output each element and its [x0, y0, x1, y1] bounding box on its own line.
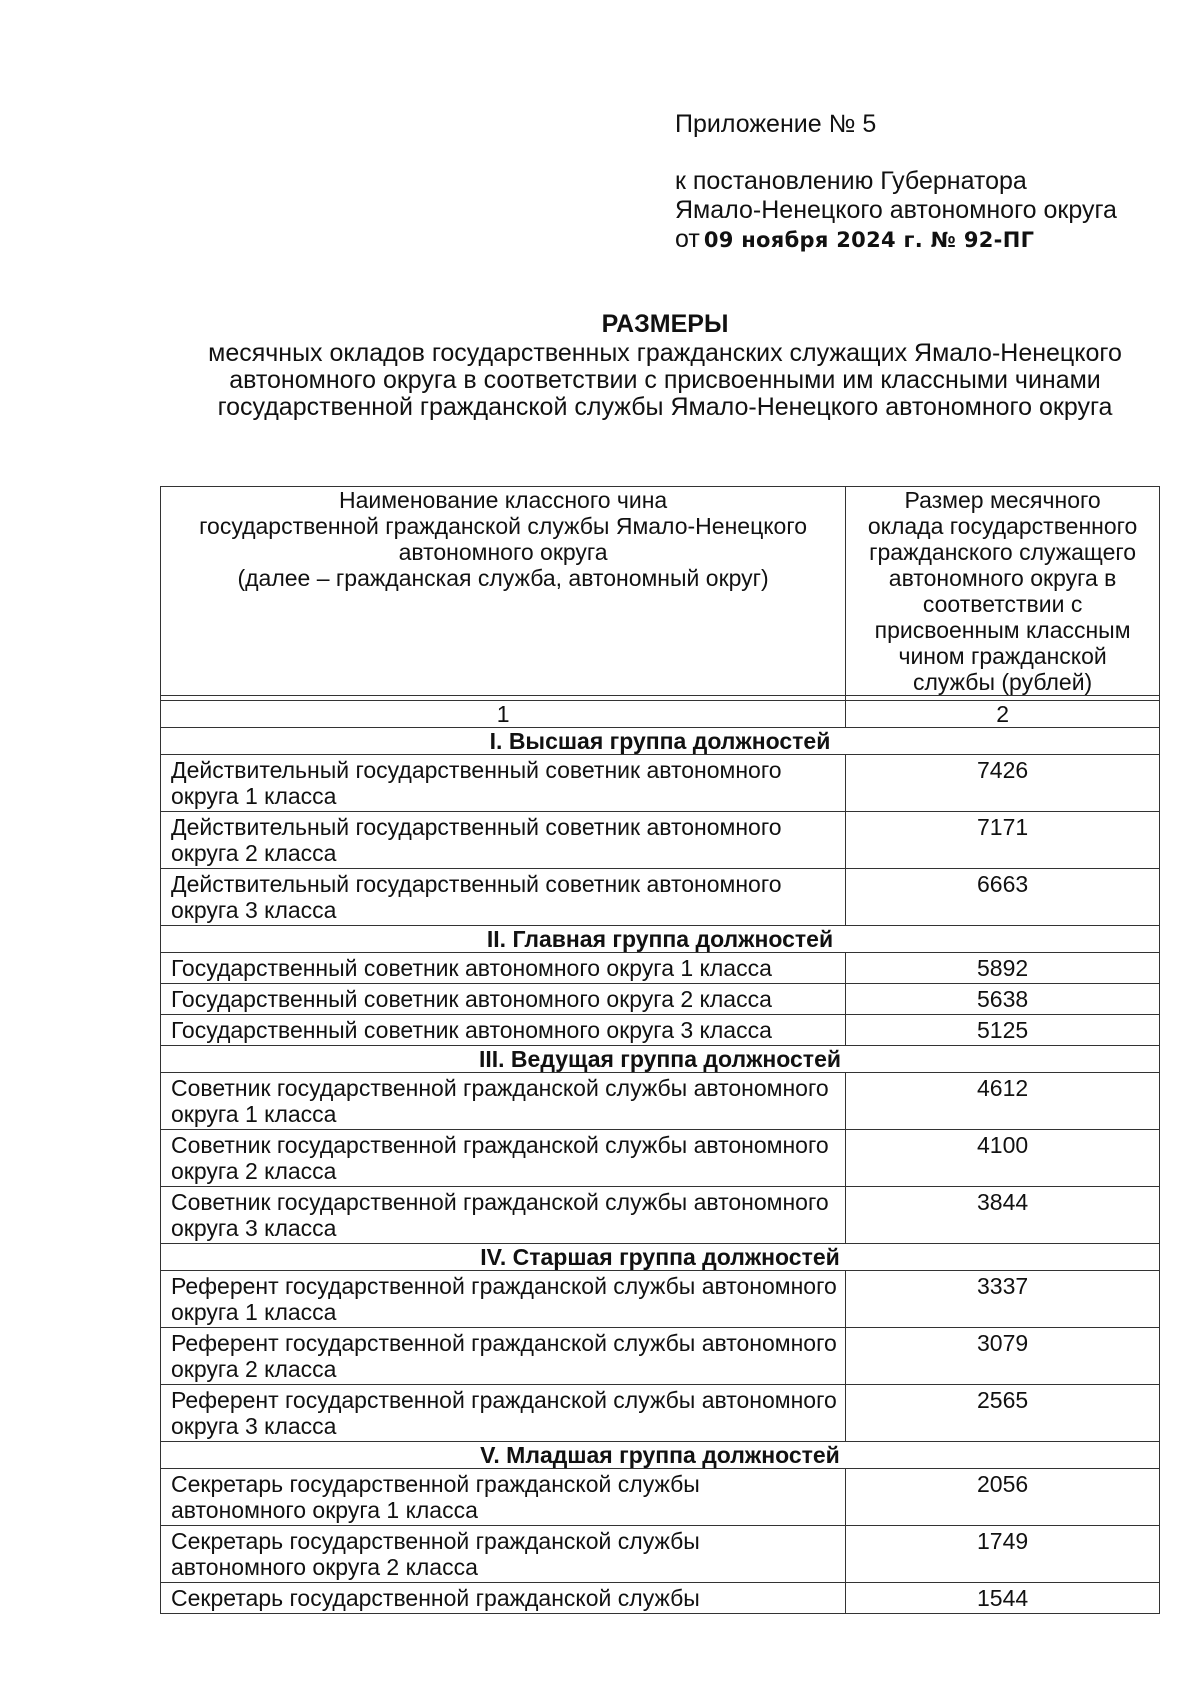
class-rank-name: Референт государственной гражданской службы автономного округа 3 класса [161, 1385, 846, 1442]
group-header-row [161, 728, 1160, 755]
class-rank-name: Секретарь государственной гражданской службы автономного округа 2 класса [161, 1526, 846, 1583]
header-col-2-line: присвоенным классным [874, 617, 1131, 643]
salary-value: 7426 [846, 755, 1160, 812]
table-row [161, 1385, 1160, 1442]
header-col-2 [846, 487, 1160, 696]
group-header-row [161, 926, 1160, 953]
salary-value: 2565 [846, 1385, 1160, 1442]
group-title: I. Высшая группа должностей [161, 728, 1160, 755]
appendix-from-prefix: от [675, 225, 700, 253]
group-title: II. Главная группа должностей [161, 926, 1160, 953]
table-row [161, 1187, 1160, 1244]
group-header-row [161, 1244, 1160, 1271]
class-rank-name: Референт государственной гражданской службы автономного округа 2 класса [161, 1328, 846, 1385]
salary-value: 4612 [846, 1073, 1160, 1130]
appendix-number: Приложение № 5 [675, 110, 877, 138]
table-row [161, 1015, 1160, 1046]
class-rank-name: Действительный государственный советник автономного округа 1 класса [161, 755, 846, 812]
salary-value: 7171 [846, 812, 1160, 869]
class-rank-name: Референт государственной гражданской службы автономного округа 1 класса [161, 1271, 846, 1328]
class-rank-name: Советник государственной гражданской службы автономного округа 1 класса [161, 1073, 846, 1130]
class-rank-name: Советник государственной гражданской службы автономного округа 2 класса [161, 1130, 846, 1187]
table-row [161, 1469, 1160, 1526]
class-rank-name: Секретарь государственной гражданской службы автономного округа 1 класса [161, 1469, 846, 1526]
table-row [161, 869, 1160, 926]
table-row [161, 812, 1160, 869]
salary-table [160, 486, 1160, 1614]
salary-value: 3844 [846, 1187, 1160, 1244]
header-col-2-line: чином гражданской [898, 643, 1107, 669]
salary-value: 5638 [846, 984, 1160, 1015]
header-col-2-line: службы (рублей) [912, 669, 1093, 695]
header-col-1-line: Наименование классного чина [338, 487, 668, 513]
class-rank-name: Советник государственной гражданской службы автономного округа 3 класса [161, 1187, 846, 1244]
group-title: IV. Старшая группа должностей [161, 1244, 1160, 1271]
table-row [161, 953, 1160, 984]
header-col-1-line: государственной гражданской службы Ямало-Ненецкого [199, 513, 808, 539]
group-header-row [161, 1046, 1160, 1073]
table-row [161, 1328, 1160, 1385]
table-row [161, 1073, 1160, 1130]
class-rank-name: Государственный советник автономного округа 2 класса [161, 984, 846, 1015]
table-row [161, 755, 1160, 812]
table-row [161, 1583, 1160, 1614]
column-number-1: 1 [161, 701, 846, 728]
title-line-2: автономного округа в соответствии с присвоенными им классными чинами [229, 366, 1101, 394]
appendix-line-2: Ямало-Ненецкого автономного округа [675, 196, 1117, 224]
appendix-line-1: к постановлению Губернатора [675, 167, 1027, 195]
class-rank-name: Действительный государственный советник автономного округа 2 класса [161, 812, 846, 869]
class-rank-name: Действительный государственный советник автономного округа 3 класса [161, 869, 846, 926]
salary-value: 3337 [846, 1271, 1160, 1328]
header-col-1-line: автономного округа [398, 539, 608, 565]
appendix-date: 09 ноября 2024 г. № 92-ПГ [703, 228, 1035, 252]
title-line-3: государственной гражданской службы Ямало-Ненецкого автономного округа [217, 393, 1113, 421]
table-row [161, 1526, 1160, 1583]
title-line-1: месячных окладов государственных гражданских служащих Ямало-Ненецкого [208, 339, 1122, 367]
salary-value: 1544 [846, 1583, 1160, 1614]
table-row [161, 1130, 1160, 1187]
header-col-2-line: автономного округа в [888, 565, 1117, 591]
column-number-2: 2 [846, 701, 1160, 728]
header-col-1 [161, 487, 846, 696]
header-col-2-line: соответствии с [922, 591, 1083, 617]
header-col-1-line: (далее – гражданская служба, автономный округ) [237, 565, 769, 591]
header-col-2-line: гражданского служащего [869, 539, 1137, 565]
salary-value: 2056 [846, 1469, 1160, 1526]
salary-value: 1749 [846, 1526, 1160, 1583]
table-header-row [161, 487, 1160, 696]
salary-value: 6663 [846, 869, 1160, 926]
column-number-row [161, 701, 1160, 728]
table-row [161, 984, 1160, 1015]
group-header-row [161, 1442, 1160, 1469]
salary-value: 4100 [846, 1130, 1160, 1187]
appendix-date-line [675, 225, 1117, 255]
group-title: III. Ведущая группа должностей [161, 1046, 1160, 1073]
appendix-block [675, 110, 1117, 255]
document-title [150, 311, 1180, 421]
table-row [161, 1271, 1160, 1328]
class-rank-name: Государственный советник автономного округа 3 класса [161, 1015, 846, 1046]
class-rank-name: Секретарь государственной гражданской службы [161, 1583, 846, 1614]
salary-value: 5892 [846, 953, 1160, 984]
title-heading: РАЗМЕРЫ [601, 310, 729, 338]
header-col-2-line: Размер месячного [904, 487, 1101, 513]
group-title: V. Младшая группа должностей [161, 1442, 1160, 1469]
header-col-2-line: оклада государственного [867, 513, 1138, 539]
salary-value: 3079 [846, 1328, 1160, 1385]
class-rank-name: Государственный советник автономного округа 1 класса [161, 953, 846, 984]
salary-value: 5125 [846, 1015, 1160, 1046]
